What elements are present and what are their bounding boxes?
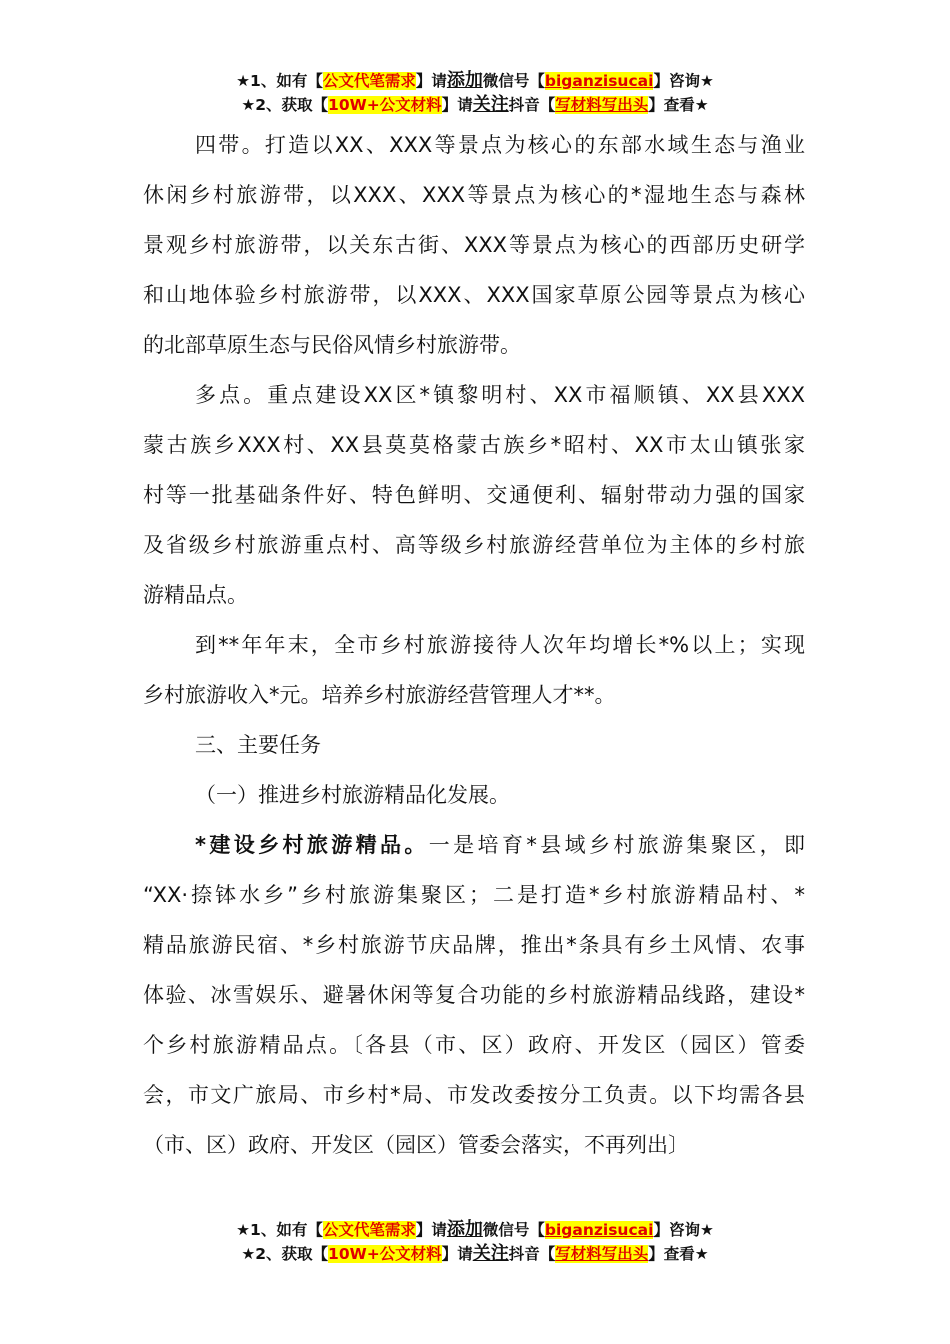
paragraph-line [143,220,805,270]
paragraph-line [143,1070,805,1120]
banner-text: ★1、如有【 [236,1221,323,1239]
paragraph-line [143,470,805,520]
paragraph-line [143,920,805,970]
douyin-id: 写材料写出头 [555,1245,649,1263]
paragraph-line [143,820,805,870]
banner-highlight: 公文代笔需求 [322,1221,416,1239]
line-text: （市、区）政府、开发区（园区）管委会落实，不再列出〕 [143,1133,689,1157]
line-text: 乡村旅游收入*元。培养乡村旅游经营管理人才**。 [143,683,616,707]
line-text: 休闲乡村旅游带，以XXX、XXX等景点为核心的*湿地生态与森林 [143,183,805,207]
line-text: 会，市文广旅局、市乡村*局、市发改委按分工负责。以下均需各县 [143,1083,805,1107]
banner-line-1 [0,1218,950,1242]
paragraph-line [143,970,805,1020]
banner-line-2 [0,93,950,117]
banner-text: 】咨询★ [653,72,714,90]
paragraph-line [143,420,805,470]
line-text: 到**年年末，全市乡村旅游接待人次年均增长*%以上；实现 [195,633,805,657]
banner-text: 】请 [415,72,447,90]
paragraph [143,370,805,620]
banner-emphasis: 关注 [472,1243,509,1264]
paragraph-line [143,320,805,370]
line-text: 游精品点。 [143,583,248,607]
banner-text: 】查看★ [648,96,709,114]
paragraph-line [143,870,805,920]
paragraph-line [143,570,805,620]
paragraph [143,770,805,820]
line-text: 景观乡村旅游带，以关东古街、XXX等景点为核心的西部历史研学 [143,233,805,257]
line-text: 体验、冰雪娱乐、避暑休闲等复合功能的乡村旅游精品线路，建设* [143,983,805,1007]
wechat-id: biganzisucai [544,72,654,90]
paragraph-lead: *建设乡村旅游精品。 [195,833,429,857]
banner-text: ★2、获取【 [241,96,329,114]
line-text: 三、主要任务 [195,733,321,757]
wechat-id: biganzisucai [544,1221,654,1239]
paragraph-line [143,270,805,320]
banner-text: 抖音【 [508,1245,556,1263]
line-text: 精品旅游民宿、*乡村旅游节庆品牌，推出*条具有乡土风情、农事 [143,933,805,957]
paragraph-line [143,120,805,170]
banner-highlight: 10W+公文材料 [328,96,442,114]
paragraph [143,720,805,770]
paragraph [143,820,805,1170]
line-text: 村等一批基础条件好、特色鲜明、交通便利、辐射带动力强的国家 [143,483,805,507]
banner-line-1 [0,69,950,93]
banner-text: 微信号【 [482,1221,545,1239]
paragraph-line [143,670,805,720]
banner-text: 】请 [415,1221,447,1239]
banner-text: 】查看★ [648,1245,709,1263]
paragraph [143,620,805,720]
banner-emphasis: 关注 [472,94,509,115]
banner-text: 】咨询★ [653,1221,714,1239]
line-text: 四带。打造以XX、XXX等景点为核心的东部水域生态与渔业 [195,133,805,157]
paragraph [143,120,805,370]
banner-line-2 [0,1242,950,1266]
line-text: 的北部草原生态与民俗风情乡村旅游带。 [143,333,521,357]
banner-text: ★1、如有【 [236,72,323,90]
line-text: “XX·捺钵水乡”乡村旅游集聚区；二是打造*乡村旅游精品村、* [143,883,805,907]
banner-highlight: 10W+公文材料 [328,1245,442,1263]
line-text: （一）推进乡村旅游精品化发展。 [195,783,510,807]
banner-emphasis: 添加 [446,70,483,91]
line-text: 个乡村旅游精品点。〔各县（市、区）政府、开发区（园区）管委 [143,1033,805,1057]
line-text: 多点。重点建设XX区*镇黎明村、XX市福顺镇、XX县XXX [195,383,805,407]
paragraph-line [143,520,805,570]
douyin-id: 写材料写出头 [555,96,649,114]
footer-banner [0,1218,950,1266]
banner-text: 】请 [441,1245,473,1263]
paragraph-line [143,170,805,220]
banner-text: 抖音【 [508,96,556,114]
banner-text: 微信号【 [482,72,545,90]
document-body [143,120,805,1170]
line-text: 及省级乡村旅游重点村、高等级乡村旅游经营单位为主体的乡村旅 [143,533,805,557]
paragraph-line [143,1120,805,1170]
paragraph-line [143,620,805,670]
line-text: 一是培育*县域乡村旅游集聚区，即 [428,833,806,857]
banner-emphasis: 添加 [446,1219,483,1240]
banner-text: 】请 [441,96,473,114]
banner-highlight: 公文代笔需求 [322,72,416,90]
paragraph-line [143,1020,805,1070]
paragraph-line [143,370,805,420]
paragraph-line [143,770,805,820]
header-banner [0,69,950,117]
banner-text: ★2、获取【 [241,1245,329,1263]
line-text: 蒙古族乡XXX村、XX县莫莫格蒙古族乡*昭村、XX市太山镇张家 [143,433,805,457]
line-text: 和山地体验乡村旅游带，以XXX、XXX国家草原公园等景点为核心 [143,283,805,307]
paragraph-line [143,720,805,770]
